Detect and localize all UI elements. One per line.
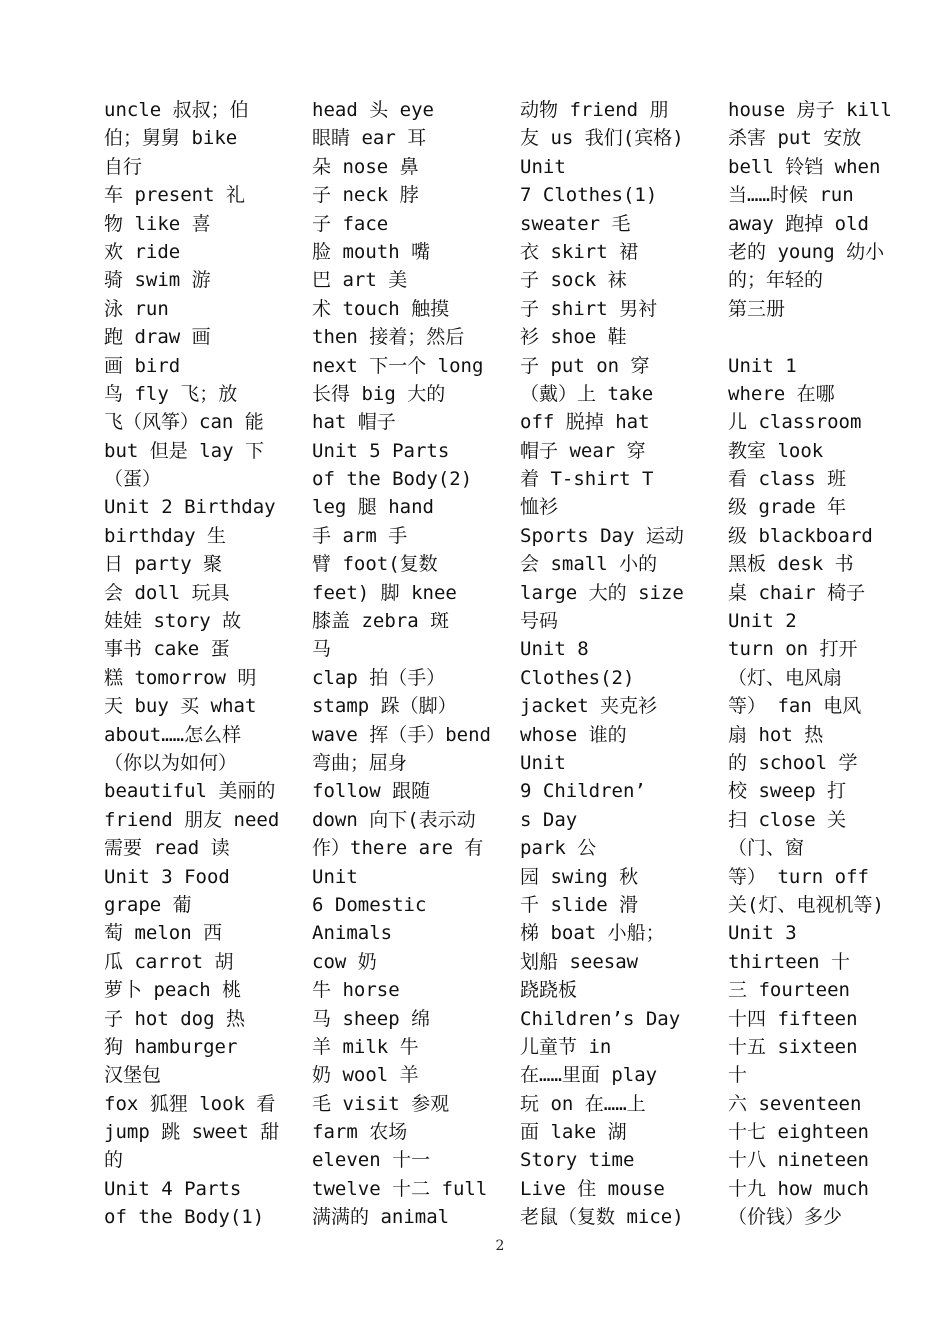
vocab-line: bell 铃铛 when [728,155,881,178]
vocab-line: 玩 on 在……上 [520,1092,646,1115]
vocab-line: 十八 nineteen [728,1149,869,1172]
vocab-line: 梯 boat 小船； [520,922,665,945]
vocab-line: 子 face [312,212,389,235]
vocab-line: 儿童节 in [520,1035,612,1058]
vocab-line: 的 school 学 [728,751,858,774]
vocab-line: 衣 skirt 裙 [520,240,639,263]
vocab-line: Sports Day 运动 [520,524,684,547]
vocab-line: 毛 visit 参观 [312,1092,450,1115]
vocab-line: 臂 foot(复数 [312,553,438,576]
vocab-line: Live 住 mouse [520,1177,665,1200]
vocab-line: Unit [520,155,566,178]
vocab-line: 老鼠（复数 mice) [520,1206,684,1229]
vocab-line: 会 doll 玩具 [104,581,230,604]
vocab-line: eleven 十一 [312,1149,431,1172]
vocab-line: cow 奶 [312,950,377,973]
column-4 [728,96,910,1232]
vocab-line: 校 sweep 打 [728,780,847,803]
vocab-line: 杀害 put 安放 [728,127,862,150]
vocab-line: away 跑掉 old [728,212,869,235]
vocab-line: 奶 wool 羊 [312,1064,419,1087]
vocab-line: 物 like 喜 [104,212,211,235]
vocab-line: hat 帽子 [312,411,396,434]
vocab-line: stamp 跺（脚） [312,695,457,718]
column-2 [312,96,494,1232]
vocab-line: 伯；舅舅 bike [104,127,238,150]
vocab-line: then 接着；然后 [312,326,465,349]
vocab-line: 鸟 fly 飞；放 [104,382,238,405]
vocab-line: Unit 5 Parts [312,439,450,462]
vocab-line: 泳 run [104,297,169,320]
vocab-line: farm 农场 [312,1121,408,1144]
vocab-line: 的；年轻的 [728,269,824,292]
vocab-line: 儿 classroom [728,411,862,434]
vocab-line: park 公 [520,837,597,860]
vocab-line: 需要 read 读 [104,837,230,860]
vocab-line: 十七 eighteen [728,1121,869,1144]
vocab-line: leg 腿 hand [312,496,434,519]
vocab-line: of the Body(2) [312,468,473,491]
vocab-line: 级 blackboard [728,524,873,547]
vocab-line: 的 [104,1149,124,1172]
vocab-line: 面 lake 湖 [520,1121,627,1144]
vocab-line: 跑 draw 画 [104,326,211,349]
vocab-line: 弯曲；屈身 [312,751,408,774]
vocab-line: Unit 4 Parts [104,1177,242,1200]
vocab-line: friend 朋友 need [104,808,280,831]
vocab-line: 会 small 小的 [520,553,658,576]
vocab-line: 子 hot dog 热 [104,1007,245,1030]
vocab-line: （你以为如何） [104,751,238,774]
column-1 [104,96,286,1232]
vocab-line: large 大的 size [520,581,684,604]
vocab-line: 汉堡包 [104,1064,162,1087]
vocab-line: （蛋） [104,468,162,491]
vocab-line: 十五 sixteen [728,1035,858,1058]
vocab-line [728,323,910,351]
vocab-line: whose 谁的 [520,723,627,746]
vocab-line: 扫 close 关 [728,808,847,831]
vocab-line: 天 buy 买 what [104,695,257,718]
vocab-line: Unit 1 [728,354,797,377]
vocab-line: s Day [520,808,578,831]
vocab-line: 帽子 wear 穿 [520,439,646,462]
vocab-line: 马 [312,638,332,661]
vocab-line: Children’s Day [520,1007,681,1030]
vocab-line: 十九 how much [728,1177,869,1200]
vocab-line: 6 Domestic [312,893,427,916]
vocab-line: 瓜 carrot 胡 [104,950,234,973]
vocab-line: 欢 ride [104,240,181,263]
vocab-line: 9 Children’ [520,780,646,803]
vocab-line: 作）there are 有 [312,837,484,860]
vocab-line: 在……里面 play [520,1064,658,1087]
vocab-line: twelve 十二 full [312,1177,488,1200]
vocab-line: 膝盖 zebra 斑 [312,610,450,633]
vocab-line: 关(灯、电视机等) [728,893,884,916]
vocab-line: Unit 2 [728,610,797,633]
page-number: 2 [495,1238,505,1254]
vocab-line: 友 us 我们(宾格) [520,127,684,150]
vocab-line: about……怎么样 [104,723,242,746]
vocab-line: feet) 脚 knee [312,581,457,604]
vocab-line: 黑板 desk 书 [728,553,854,576]
vocab-line: （门、窗 [728,837,805,860]
vocab-line: （价钱）多少 [728,1206,843,1229]
vocab-line: Unit 2 Birthday [104,496,276,519]
vocab-line: Unit 3 Food [104,865,230,888]
vocab-line: 巴 art 美 [312,269,408,292]
vocab-line: grape 葡 [104,893,192,916]
vocab-line: 子 shirt 男衬 [520,297,658,320]
vocab-line: （戴）上 take [520,382,654,405]
vocab-line: 画 bird [104,354,181,377]
vocab-line: 六 seventeen [728,1092,862,1115]
vocab-line: 第三册 [728,297,786,320]
vocab-line: turn on 打开 [728,638,858,661]
vocab-line: 术 touch 触摸 [312,297,450,320]
vocab-line: off 脱掉 hat [520,411,650,434]
vocab-line: 划船 seesaw [520,950,639,973]
vocab-line: clap 拍（手） [312,666,446,689]
vocab-line: 十 [728,1064,748,1087]
vocab-line: down 向下(表示动 [312,808,476,831]
vocab-line: 飞（风筝）can 能 [104,411,264,434]
vocab-line: 娃娃 story 故 [104,610,242,633]
vocab-line: where 在哪 [728,382,835,405]
vocab-line: Unit [520,751,566,774]
vocab-line: 着 T-shirt T [520,468,654,491]
vocab-line: 桌 chair 椅子 [728,581,866,604]
vocab-line: 号码 [520,610,559,633]
vocab-line: 衫 shoe 鞋 [520,326,627,349]
vocab-line: 当……时候 run [728,184,854,207]
vocab-line: 长得 big 大的 [312,382,446,405]
vocab-line: 事书 cake 蛋 [104,638,230,661]
vocab-line: 等） fan 电风 [728,695,862,718]
vocab-line: 自行 [104,155,143,178]
vocab-line: Unit 3 [728,922,797,945]
vocab-line: jump 跳 sweet 甜 [104,1121,280,1144]
vocab-line: 十四 fifteen [728,1007,858,1030]
vocab-line: 动物 friend 朋 [520,99,669,121]
column-3 [520,96,702,1232]
vocab-line: jacket 夹克衫 [520,695,658,718]
vocab-line: 骑 swim 游 [104,269,211,292]
vocab-line: 老的 young 幼小 [728,240,885,263]
vocab-line: of the Body(1) [104,1206,265,1229]
vocab-line: follow 跟随 [312,780,431,803]
vocab-line: 眼睛 ear 耳 [312,127,427,150]
vocab-line: 满满的 animal [312,1206,450,1229]
vocab-line: 恤衫 [520,496,559,519]
vocab-line: 千 slide 滑 [520,893,639,916]
vocab-line: 子 sock 袜 [520,269,627,292]
vocab-line: 级 grade 年 [728,496,847,519]
vocab-line: thirteen 十 [728,950,850,973]
vocab-line: 车 present 礼 [104,184,245,207]
vocab-line: 牛 horse [312,979,400,1002]
vocab-line: birthday 生 [104,524,226,547]
vocab-line: sweater 毛 [520,212,631,235]
vocab-line: 看 class 班 [728,468,847,491]
vocab-line: 萝卜 peach 桃 [104,979,242,1002]
vocab-line: 跷跷板 [520,979,578,1002]
vocab-line: 萄 melon 西 [104,922,223,945]
vocab-line: 园 swing 秋 [520,865,639,888]
vocab-line: 等） turn off [728,865,869,888]
vocab-line: 子 neck 脖 [312,184,419,207]
vocab-line: fox 狐狸 look 看 [104,1092,276,1115]
vocab-line: beautiful 美丽的 [104,780,276,803]
vocab-line: head 头 eye [312,99,434,121]
vocab-line: Story time [520,1149,635,1172]
vocab-line: 脸 mouth 嘴 [312,240,431,263]
vocab-line: 扇 hot 热 [728,723,824,746]
vocab-line: 羊 milk 牛 [312,1035,419,1058]
vocab-line: 子 put on 穿 [520,354,650,377]
vocab-line: uncle 叔叔；伯 [104,99,249,121]
vocab-line: 三 fourteen [728,979,850,1002]
vocab-line: 7 Clothes(1) [520,184,658,207]
vocab-line: next 下一个 long [312,354,484,377]
vocab-line: house 房子 kill [728,99,892,121]
vocab-line: 手 arm 手 [312,524,408,547]
vocab-line: but 但是 lay 下 [104,439,264,462]
vocab-line: wave 挥（手）bend [312,723,491,746]
vocab-line: 日 party 聚 [104,553,223,576]
vocab-line: 糕 tomorrow 明 [104,666,257,689]
vocab-line: 教室 look [728,439,824,462]
vocab-line: Unit [312,865,358,888]
vocab-line: 马 sheep 绵 [312,1007,431,1030]
vocab-line: 狗 hamburger [104,1035,238,1058]
vocab-line: Clothes(2) [520,666,635,689]
vocab-line: 朵 nose 鼻 [312,155,419,178]
vocab-line: Animals [312,922,393,945]
vocab-line: （灯、电风扇 [728,666,843,689]
vocab-line: Unit 8 [520,638,589,661]
